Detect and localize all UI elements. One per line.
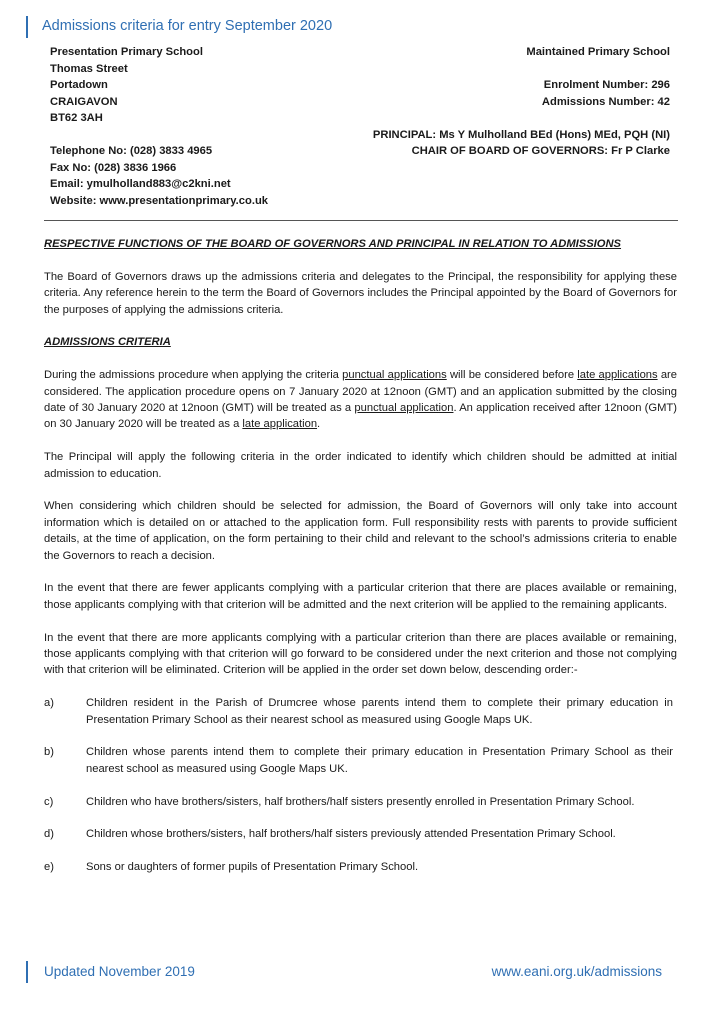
chair-of-governors: CHAIR OF BOARD OF GOVERNORS: Fr P Clarke bbox=[411, 145, 670, 157]
criterion-item: c) Children who have brothers/sisters, half brothers/half sisters presently enrolled in Presentation Primary School. bbox=[44, 795, 635, 808]
email: Email: ymulholland883@c2kni.net bbox=[50, 178, 231, 190]
criteria-list bbox=[44, 695, 677, 875]
website: Website: www.presentationprimary.co.uk bbox=[50, 194, 268, 207]
criteria-heading: ADMISSIONS CRITERIA bbox=[44, 336, 171, 349]
order-paragraph: The Principal will apply the following criteria in the order indicated to identify which children should be admitted at initial admission to education. bbox=[44, 451, 677, 480]
updated-date: Updated November 2019 bbox=[44, 964, 195, 979]
telephone: Telephone No: (028) 3833 4965 bbox=[50, 145, 213, 157]
address-line: Portadown bbox=[50, 79, 108, 91]
criterion-item: a) Children resident in the Parish of Drumcree whose parents intend them to complete their primary education in Presentation Primary School as their nearest school as measured using Google Maps UK. bbox=[44, 697, 673, 726]
school-contact bbox=[50, 44, 370, 209]
criterion-item: d) Children whose brothers/sisters, half brothers/half sisters previously attended Presentation Primary School. bbox=[44, 828, 616, 841]
principal: PRINCIPAL: Ms Y Mulholland BEd (Hons) MEd, PQH (NI) bbox=[372, 128, 670, 141]
divider bbox=[44, 220, 678, 221]
fewer-applicants-paragraph: In the event that there are fewer applicants complying with a particular criterion that there are places available or remaining, those applicants complying with that criterion will be admitted and the next criterion will be applied to the remaining applicants. bbox=[44, 582, 677, 611]
admissions-url[interactable]: www.eani.org.uk/admissions bbox=[491, 964, 662, 979]
criterion-item: b) Children whose parents intend them to complete their primary education in Presentation Primary School as their nearest school as measured using Google Maps UK. bbox=[44, 746, 673, 775]
enrolment-number: Enrolment Number: 296 bbox=[543, 79, 670, 91]
address-line: Thomas Street bbox=[50, 62, 128, 75]
school-type: Maintained Primary School bbox=[526, 46, 670, 58]
address-line: BT62 3AH bbox=[50, 112, 103, 124]
address-line: CRAIGAVON bbox=[50, 95, 118, 108]
functions-heading: RESPECTIVE FUNCTIONS OF THE BOARD OF GOVERNORS AND PRINCIPAL IN RELATION TO ADMISSIONS bbox=[44, 238, 622, 250]
criterion-item: e) Sons or daughters of former pupils of Presentation Primary School. bbox=[44, 861, 419, 874]
fax: Fax No: (028) 3836 1966 bbox=[50, 161, 177, 174]
procedure-paragraph: During the admissions procedure when applying the criteria punctual applications will be considered before late applications are considered. The application procedure opens on 7 January 2020 at 12noon (GMT) and an application submitted by the closing date of 30 January 2020 at 12noon (GMT) will be treated as a punctual application. An application received after 12noon (GMT) on 30 January 2020 will be treated as a late application. bbox=[44, 369, 677, 431]
information-paragraph: When considering which children should be selected for admission, the Board of Governors will only take into account information which is detailed on or attached to the application form. Full responsibility rests with parents to provide sufficient details, at the time of application, on the form pertaining to their child and relevant to the school’s admissions criteria to enable the Governors to reach a decision. bbox=[44, 500, 677, 562]
admissions-number: Admissions Number: 42 bbox=[541, 95, 670, 108]
page-footer bbox=[26, 961, 662, 983]
document-title: Admissions criteria for entry September 2020 bbox=[26, 16, 332, 38]
more-applicants-paragraph: In the event that there are more applicants complying with a particular criterion than there are places available or remaining, those applicants complying with that criterion will go forward to be considered under the next criterion and those not complying with that criterion will be eliminated. Criterion will be applied in the order set down below, descending order:- bbox=[44, 631, 677, 677]
school-info bbox=[330, 44, 670, 160]
functions-paragraph: The Board of Governors draws up the admissions criteria and delegates to the Principal, the responsibility for applying these criteria. Any reference herein to the term the Board of Governors includes the Principal appointed by the Board of Governors for the purposes of applying the admissions criteria. bbox=[44, 270, 677, 316]
document-body bbox=[44, 236, 677, 876]
school-name: Presentation Primary School bbox=[50, 46, 203, 58]
